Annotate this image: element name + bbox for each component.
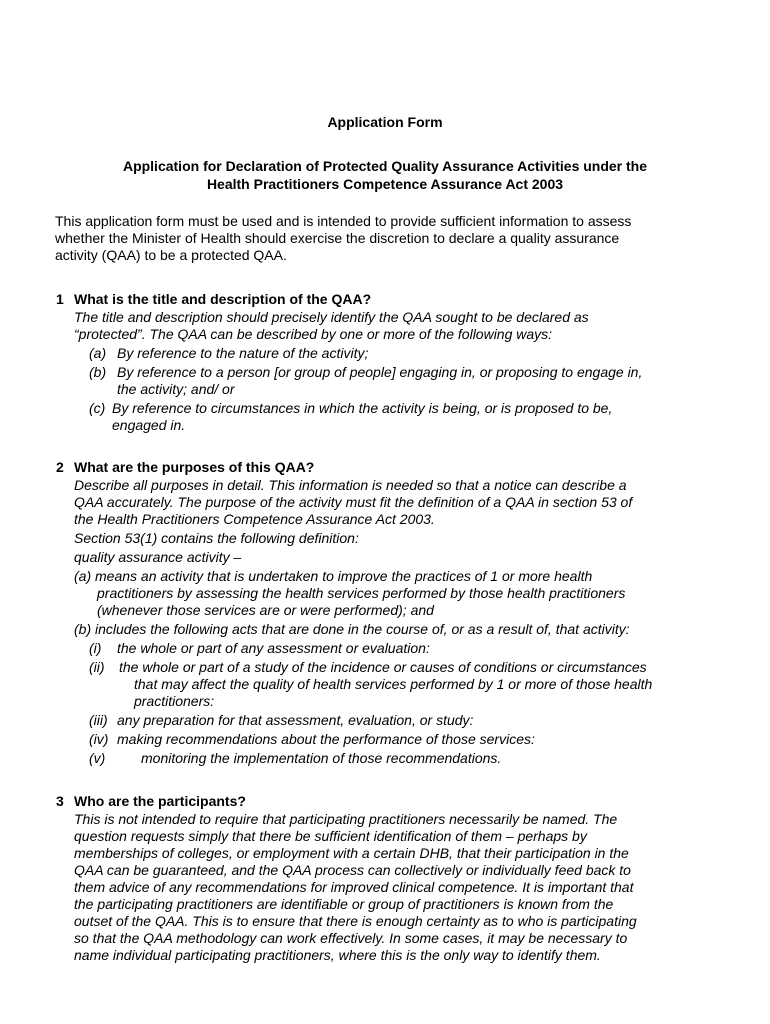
q3-desc-line: the participating practitioners are identifiable or group of practitioners is known from the — [74, 896, 614, 912]
q1-item-text: the activity; and/ or — [117, 381, 235, 397]
q2-def-a-line: (whenever those services are or were performed); and — [97, 602, 434, 618]
q2-desc-line: quality assurance activity – — [74, 549, 242, 565]
q2-desc-line: Describe all purposes in detail. This information is needed so that a notice can describe a — [74, 477, 627, 493]
q3-desc-line: QAA can be guaranteed, and the QAA process can collectively or individually feed back to — [74, 862, 631, 878]
q2-sub-marker: (iv) — [89, 731, 109, 747]
q1-number: 1 — [56, 291, 64, 307]
q2-sub-text: the whole or part of a study of the incidence or causes of conditions or circumstances — [119, 659, 647, 675]
q2-number: 2 — [56, 459, 64, 475]
q3-desc-line: memberships of colleges, or employment with a certain DHB, that their participation in the — [74, 845, 629, 861]
q1-desc-line: The title and description should precisely identify the QAA sought to be declared as — [74, 309, 589, 325]
q2-sub-marker: (i) — [89, 640, 102, 656]
q2-def-b-line: (b) includes the following acts that are done in the course of, or as a result of, that activity: — [74, 621, 630, 637]
q2-sub-text: monitoring the implementation of those recommendations. — [141, 750, 502, 766]
q2-sub-marker: (v) — [89, 750, 106, 766]
q3-desc-line: name individual participating practitioners, where this is the only way to identify them. — [74, 947, 601, 963]
form-subtitle-line: Application for Declaration of Protected Quality Assurance Activities under the — [122, 158, 648, 174]
q1-item-marker: (c) — [89, 400, 106, 416]
q2-def-a-line: (a) means an activity that is undertaken to improve the practices of 1 or more health — [74, 568, 593, 584]
q3-number: 3 — [56, 793, 64, 809]
q2-sub-text: practitioners: — [134, 693, 215, 709]
q1-desc-line: “protected”. The QAA can be described by one or more of the following ways: — [74, 326, 553, 342]
q2-desc-line: the Health Practitioners Competence Assurance Act 2003. — [74, 511, 435, 527]
q3-desc-line: question requests simply that there be sufficient identification of them – perhaps by — [74, 828, 587, 844]
q1-heading: What is the title and description of the QAA? — [74, 291, 372, 307]
q2-sub-text: the whole or part of any assessment or evaluation: — [117, 640, 430, 656]
q2-def-a-line: practitioners by assessing the health services performed by those health practitioners — [97, 585, 626, 601]
q1-item-marker: (a) — [89, 345, 107, 361]
form-subtitle-line: Health Practitioners Competence Assurance Act 2003 — [206, 176, 564, 192]
q2-sub-marker: (iii) — [89, 712, 108, 728]
q1-item-text: engaged in. — [112, 417, 186, 433]
q2-heading: What are the purposes of this QAA? — [74, 459, 315, 475]
q2-desc-line: QAA accurately. The purpose of the activity must fit the definition of a QAA in section 53 of — [74, 494, 633, 510]
q2-sub-text: making recommendations about the performance of those services: — [117, 731, 535, 747]
q3-heading: Who are the participants? — [74, 793, 246, 809]
q3-desc-line: them advice of any recommendations for improved clinical competence. It is important that — [74, 879, 634, 895]
q1-item-text: By reference to a person [or group of people] engaging in, or proposing to engage in, — [117, 364, 643, 380]
intro-line: whether the Minister of Health should exercise the discretion to declare a quality assurance — [55, 230, 620, 246]
q3-desc-line: outset of the QAA. This is to ensure that there is enough certainty as to who is participating — [74, 913, 637, 929]
intro-line: activity (QAA) to be a protected QAA. — [55, 247, 287, 263]
form-title: Application Form — [327, 114, 443, 130]
q2-sub-marker: (ii) — [89, 659, 105, 675]
q1-item-text: By reference to circumstances in which the activity is being, or is proposed to be, — [112, 400, 613, 416]
q3-desc-line: so that the QAA methodology can work effectively. In some cases, it may be necessary to — [74, 930, 628, 946]
q2-sub-text: any preparation for that assessment, evaluation, or study: — [117, 712, 474, 728]
q2-desc-line: Section 53(1) contains the following definition: — [74, 530, 359, 546]
q2-sub-text: that may affect the quality of health services performed by 1 or more of those health — [134, 676, 653, 692]
q1-item-marker: (b) — [89, 364, 107, 380]
intro-line: This application form must be used and is intended to provide sufficient information to assess — [55, 213, 632, 229]
q3-desc-line: This is not intended to require that participating practitioners necessarily be named. The — [74, 811, 618, 827]
q1-item-text: By reference to the nature of the activity; — [117, 345, 369, 361]
